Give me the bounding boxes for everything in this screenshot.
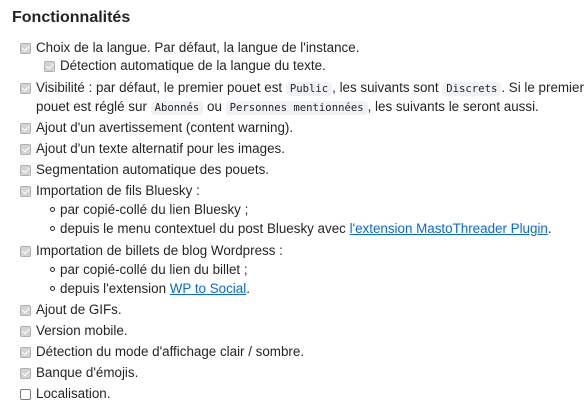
list-item-text bbox=[36, 78, 584, 99]
task-checkbox[interactable] bbox=[20, 347, 31, 358]
list-item-text: Ajout de GIFs. bbox=[36, 302, 122, 317]
text-run: ou bbox=[203, 99, 226, 114]
task-checkbox[interactable] bbox=[20, 326, 31, 337]
list-item bbox=[0, 160, 561, 180]
list-item-text: Choix de la langue. Par défaut, la langue de l'instance. bbox=[36, 40, 360, 55]
list-item bbox=[0, 241, 561, 261]
list-item bbox=[0, 219, 561, 239]
list-item bbox=[0, 279, 561, 299]
inline-code: Discrets bbox=[442, 82, 501, 96]
list-item bbox=[0, 363, 561, 383]
list-item-text: Importation de fils Bluesky : bbox=[36, 183, 200, 198]
list-item-text: Segmentation automatique des pouets. bbox=[36, 162, 270, 177]
mastothreader-plugin-link[interactable]: l'extension MastoThreader Plugin bbox=[349, 221, 548, 236]
task-checkbox[interactable] bbox=[20, 83, 31, 94]
list-item bbox=[0, 260, 561, 280]
list-item bbox=[0, 181, 561, 201]
task-checkbox[interactable] bbox=[20, 43, 31, 54]
list-item-text: Ajout d'un avertissement (content warning). bbox=[36, 120, 294, 135]
list-item bbox=[0, 384, 561, 404]
text-run: depuis le menu contextuel du post Bluesky avec bbox=[60, 221, 350, 236]
bullet-icon bbox=[50, 267, 55, 272]
list-item-text: Détection du mode d'affichage clair / sombre. bbox=[36, 344, 305, 359]
list-item-text: Version mobile. bbox=[36, 323, 128, 338]
list-item bbox=[0, 300, 561, 320]
text-run: , les suivants le seront aussi. bbox=[367, 99, 539, 114]
text-run: Visibilité : par défaut, le premier pouet est bbox=[36, 80, 286, 95]
list-item-text: Ajout d'un texte alternatif pour les images. bbox=[36, 141, 285, 156]
inline-code: Public bbox=[286, 82, 332, 96]
text-run: . bbox=[246, 281, 250, 296]
list-item bbox=[0, 200, 561, 220]
task-checkbox[interactable] bbox=[20, 165, 31, 176]
bullet-icon bbox=[50, 226, 55, 231]
list-item-text: Importation de billets de blog Wordpress : bbox=[36, 243, 283, 258]
list-item bbox=[0, 78, 584, 118]
list-item-text bbox=[60, 279, 250, 299]
list-item bbox=[0, 38, 561, 58]
list-item-text: par copié-collé du lien Bluesky ; bbox=[60, 202, 249, 217]
task-checkbox[interactable] bbox=[20, 123, 31, 134]
task-checkbox[interactable] bbox=[20, 186, 31, 197]
list-item bbox=[0, 321, 561, 341]
inline-code: Personnes mentionnées bbox=[226, 101, 368, 115]
text-run: . bbox=[547, 221, 552, 236]
bullet-icon bbox=[50, 207, 55, 212]
list-item-text-continued bbox=[36, 97, 539, 118]
list-item-text: Localisation. bbox=[36, 386, 111, 401]
list-item bbox=[0, 139, 561, 159]
task-checkbox[interactable] bbox=[20, 305, 31, 316]
task-checkbox[interactable] bbox=[20, 368, 31, 379]
list-item bbox=[0, 56, 561, 76]
list-item bbox=[0, 342, 561, 362]
task-checkbox[interactable] bbox=[20, 246, 31, 257]
inline-code: Abonnés bbox=[151, 101, 204, 115]
task-checkbox[interactable] bbox=[20, 389, 31, 400]
list-item bbox=[0, 118, 561, 138]
text-run: depuis l'extension bbox=[60, 281, 170, 296]
text-run: , les suivants sont bbox=[332, 80, 443, 95]
list-item-text bbox=[60, 219, 552, 239]
task-checkbox[interactable] bbox=[44, 61, 55, 72]
task-checkbox[interactable] bbox=[20, 144, 31, 155]
wp-to-social-link[interactable]: WP to Social bbox=[169, 281, 247, 296]
list-item-text: Détection automatique de la langue du texte. bbox=[60, 58, 326, 73]
bullet-icon bbox=[50, 286, 55, 291]
list-item-text: Banque d'émojis. bbox=[36, 365, 139, 380]
text-run: . Si le premier bbox=[501, 80, 584, 95]
list-item-text: par copié-collé du lien du billet ; bbox=[60, 262, 248, 277]
section-title: Fonctionnalités bbox=[12, 9, 131, 26]
text-run: pouet est réglé sur bbox=[36, 99, 151, 114]
